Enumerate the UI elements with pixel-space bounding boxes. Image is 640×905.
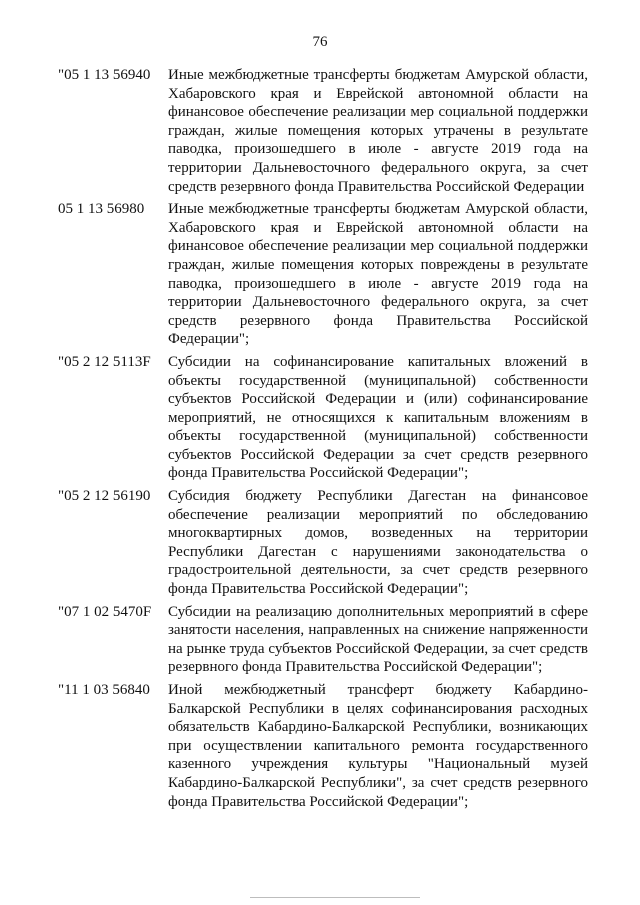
- classification-description: Субсидия бюджету Республики Дагестан на финансовое обеспечение реализации мероприятий по обследованию многоквартирных домов, возведенных на территории Республики Дагестан с нарушениями законодательства о градостроительной деятельности, за счет средств резервного фонда Правительства Российской Федерации";: [168, 488, 588, 598]
- classification-code: "07 1 02 5470F: [58, 603, 152, 620]
- classification-description: Иные межбюджетные трансферты бюджетам Амурской области, Хабаровского края и Еврейской автономной области на финансовое обеспечение реализации мер социальной поддержки граждан, жилые помещения которых повреждены в результате паводка, произошедшего в июле - августе 2019 года на территории Дальневосточного федерального округа, за счет средств резервного фонда Правительства Российской Федерации";: [168, 201, 588, 348]
- classification-description: Субсидии на софинансирование капитальных вложений в объекты государственной (муниципальной) собственности субъектов Российской Федерации и (или) софинансирование мероприятий, не относящихся к капитальным вложениям в объекты государственной (муниципальной) собственности субъектов Российской Федерации за счет средств резервного фонда Правительства Российской Федерации";: [168, 353, 588, 482]
- classification-code: "05 2 12 56190: [58, 488, 151, 505]
- classification-code: "05 1 13 56940: [58, 67, 151, 83]
- list-item: [58, 487, 588, 599]
- list-item: [58, 681, 588, 811]
- page-number: 76: [312, 34, 328, 50]
- classification-description: Субсидии на реализацию дополнительных мероприятий в сфере занятости населения, направленных на снижение напряженности на рынке труда субъектов Российской Федерации, за счет средств резервного фонда Правительства Российской Федерации";: [168, 603, 588, 676]
- classification-code: "05 2 12 5113F: [58, 353, 151, 370]
- classification-code: "11 1 03 56840: [58, 682, 150, 698]
- scan-edge-line: [250, 897, 420, 898]
- list-item: [58, 603, 588, 677]
- list-item: [58, 353, 588, 483]
- classification-description: Иные межбюджетные трансферты бюджетам Амурской области, Хабаровского края и Еврейской автономной области на финансовое обеспечение реализации мер социальной поддержки граждан, жилые помещения которых утрачены в результате паводка, произошедшего в июле - августе 2019 года на территории Дальневосточного федерального округа, за счет средств резервного фонда Правительства Российской Федерации: [168, 67, 588, 195]
- classification-code: 05 1 13 56980: [58, 201, 145, 218]
- classification-description: Иной межбюджетный трансферт бюджету Кабардино-Балкарской Республики в целях софинансирования расходных обязательств Кабардино-Балкарской Республики, возникающих при осуществлении капитального ремонта государственного казенного учреждения культуры "Национальный музей Кабардино-Балкарской Республики", за счет средств резервного фонда Правительства Российской Федерации";: [168, 682, 588, 810]
- list-item: [58, 66, 588, 196]
- budget-classification-list: [58, 66, 588, 815]
- list-item: [58, 200, 588, 349]
